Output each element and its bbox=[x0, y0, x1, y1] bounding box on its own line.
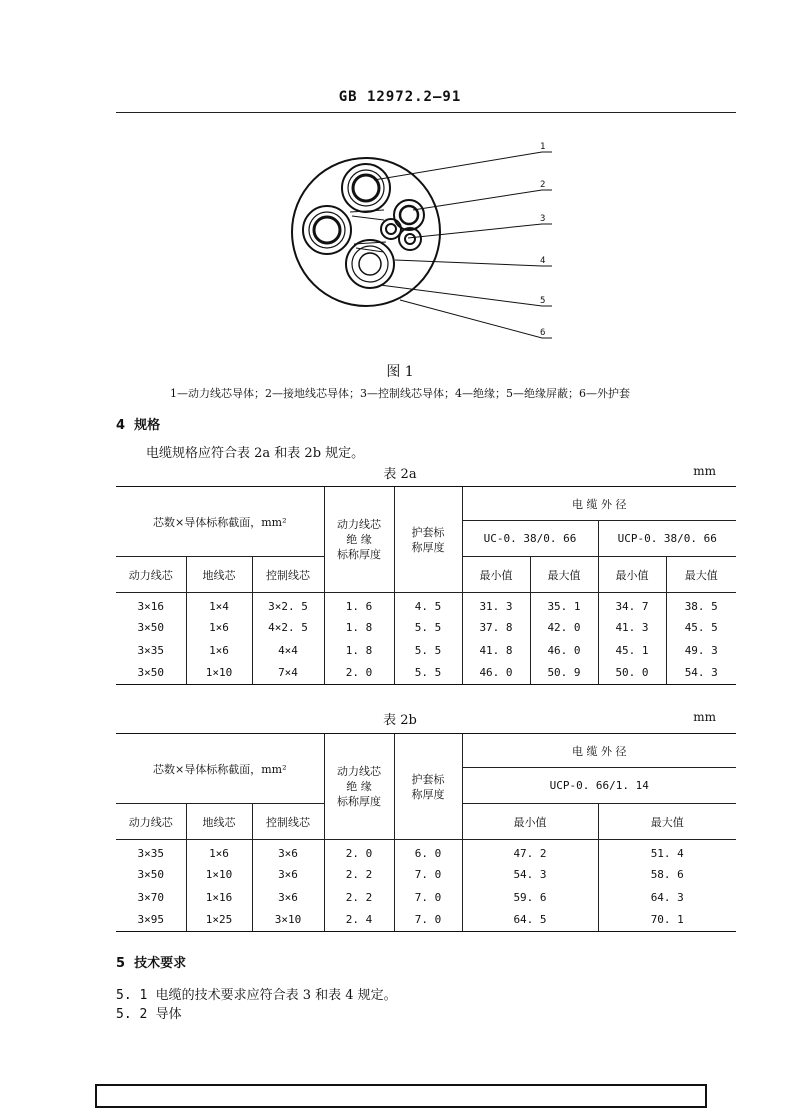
table-cell: 3×35 bbox=[137, 846, 164, 860]
table-row bbox=[116, 909, 736, 932]
table-2a bbox=[116, 486, 736, 685]
table-cell: 70. 1 bbox=[598, 909, 736, 932]
section-4-text: 电缆规格应符合表 2a 和表 2b 规定。 bbox=[146, 446, 365, 461]
table-cell: 34. 7 bbox=[598, 593, 666, 616]
table-cell: 31. 3 bbox=[462, 593, 530, 616]
table-cell: 58. 6 bbox=[598, 863, 736, 886]
table-cell: 5. 5 bbox=[394, 616, 462, 639]
table-cell: 3×16 bbox=[137, 599, 164, 613]
header-ucp: UCP-0. 66/1. 14 bbox=[462, 768, 736, 804]
table-cell: 46. 0 bbox=[530, 639, 598, 662]
header-group: 芯数×导体标称截面，mm² bbox=[116, 734, 324, 804]
table-cell: 38. 5 bbox=[666, 593, 736, 616]
sub-max: 最大值 bbox=[530, 557, 598, 593]
section-5-heading: 5 技术要求 bbox=[116, 956, 187, 971]
sub-min: 最小值 bbox=[462, 804, 598, 840]
table-cell: 1×25 bbox=[186, 909, 252, 932]
table-cell: 7. 0 bbox=[394, 886, 462, 909]
table-cell: 64. 3 bbox=[598, 886, 736, 909]
table-cell: 3×70 bbox=[137, 890, 164, 904]
table-cell: 50. 9 bbox=[530, 662, 598, 685]
callout-4: 4 bbox=[540, 256, 546, 266]
table-2a-unit: mm bbox=[693, 464, 716, 478]
table-row bbox=[116, 639, 736, 662]
table-cell: 1×16 bbox=[186, 886, 252, 909]
table-cell: 42. 0 bbox=[530, 616, 598, 639]
header-outer-diameter: 电 缆 外 径 bbox=[462, 487, 736, 521]
table-2b bbox=[116, 733, 736, 932]
sub-power: 动力线芯 bbox=[116, 557, 186, 593]
table-cell: 46. 0 bbox=[462, 662, 530, 685]
callout-6: 6 bbox=[540, 328, 546, 338]
header-insulation: 动力线芯 绝 缘 标称厚度 bbox=[324, 487, 394, 593]
table-cell: 3×6 bbox=[252, 840, 324, 863]
table-cell: 64. 5 bbox=[462, 909, 598, 932]
sub-earth: 地线芯 bbox=[186, 804, 252, 840]
footer-frame bbox=[95, 1084, 707, 1108]
sub-max: 最大值 bbox=[666, 557, 736, 593]
table-2a-body bbox=[116, 593, 736, 685]
table-cell: 7. 0 bbox=[394, 909, 462, 932]
table-cell: 7. 0 bbox=[394, 863, 462, 886]
clause-5-2: 5. 2 导体 bbox=[116, 1007, 182, 1022]
power-core-left bbox=[303, 206, 351, 254]
control-core-1 bbox=[381, 219, 401, 239]
header-sheath: 护套标 称厚度 bbox=[394, 734, 462, 840]
table-cell: 47. 2 bbox=[462, 840, 598, 863]
table-cell: 1. 8 bbox=[324, 616, 394, 639]
table-cell: 37. 8 bbox=[462, 616, 530, 639]
table-cell: 3×50 bbox=[116, 662, 186, 685]
table-cell: 3×50 bbox=[137, 867, 164, 881]
earth-core bbox=[394, 200, 424, 230]
table-cell: 59. 6 bbox=[462, 886, 598, 909]
section-4-heading: 4 规格 bbox=[116, 418, 161, 433]
table-cell: 2. 0 bbox=[324, 662, 394, 685]
header-sheath: 护套标 称厚度 bbox=[394, 487, 462, 593]
table-cell: 3×35 bbox=[137, 643, 164, 657]
table-cell: 2. 4 bbox=[324, 909, 394, 932]
table-cell: 1. 8 bbox=[324, 639, 394, 662]
table-cell: 49. 3 bbox=[666, 639, 736, 662]
table-2b-unit: mm bbox=[693, 710, 716, 724]
power-core-bottom bbox=[346, 240, 394, 288]
table-cell: 4×4 bbox=[252, 639, 324, 662]
table-cell: 1×10 bbox=[186, 863, 252, 886]
table-cell: 41. 8 bbox=[462, 639, 530, 662]
sub-earth: 地线芯 bbox=[186, 557, 252, 593]
table-cell: 1. 6 bbox=[324, 593, 394, 616]
table-cell: 45. 5 bbox=[666, 616, 736, 639]
table-row bbox=[116, 863, 736, 886]
table-cell: 1×10 bbox=[186, 662, 252, 685]
callout-5: 5 bbox=[540, 296, 546, 306]
table-cell: 3×50 bbox=[137, 620, 164, 634]
table-cell: 2. 2 bbox=[324, 886, 394, 909]
sub-max: 最大值 bbox=[598, 804, 736, 840]
table-cell: 3×10 bbox=[252, 909, 324, 932]
table-row bbox=[116, 662, 736, 685]
table-2b-body bbox=[116, 840, 736, 932]
sub-min: 最小值 bbox=[462, 557, 530, 593]
standard-number: GB 12972.2—91 bbox=[338, 89, 462, 105]
table-cell: 3×95 bbox=[116, 909, 186, 932]
table-cell: 7×4 bbox=[252, 662, 324, 685]
table-cell: 2. 2 bbox=[324, 863, 394, 886]
sub-control: 控制线芯 bbox=[252, 804, 324, 840]
table-cell: 2. 0 bbox=[324, 840, 394, 863]
figure-title: 图 1 bbox=[386, 364, 414, 380]
power-core-top bbox=[342, 164, 390, 212]
table-cell: 41. 3 bbox=[598, 616, 666, 639]
table-cell: 51. 4 bbox=[598, 840, 736, 863]
table-cell: 1×6 bbox=[186, 840, 252, 863]
table-cell: 6. 0 bbox=[394, 840, 462, 863]
callout-2: 2 bbox=[540, 180, 546, 190]
table-cell: 54. 3 bbox=[666, 662, 736, 685]
header-rule bbox=[116, 112, 736, 113]
header-insulation: 动力线芯 绝 缘 标称厚度 bbox=[324, 734, 394, 840]
table-row bbox=[116, 840, 736, 863]
table-cell: 45. 1 bbox=[598, 639, 666, 662]
table-row bbox=[116, 886, 736, 909]
table-cell: 54. 3 bbox=[462, 863, 598, 886]
cable-cross-section-figure bbox=[280, 140, 580, 350]
table-row bbox=[116, 616, 736, 639]
sub-power: 动力线芯 bbox=[116, 804, 186, 840]
table-2a-caption: 表 2a bbox=[383, 467, 417, 482]
callout-1: 1 bbox=[540, 142, 546, 152]
header-ucp: UCP-0. 38/0. 66 bbox=[598, 521, 736, 557]
table-cell: 3×6 bbox=[252, 886, 324, 909]
control-core-2 bbox=[399, 228, 421, 250]
table-cell: 3×2. 5 bbox=[252, 593, 324, 616]
sub-min: 最小值 bbox=[598, 557, 666, 593]
table-cell: 50. 0 bbox=[598, 662, 666, 685]
header-outer-diameter: 电 缆 外 径 bbox=[462, 734, 736, 768]
table-cell: 4×2. 5 bbox=[252, 616, 324, 639]
sub-control: 控制线芯 bbox=[252, 557, 324, 593]
callout-3: 3 bbox=[540, 214, 546, 224]
figure-legend: 1—动力线芯导体；2—接地线芯导体；3—控制线芯导体；4—绝缘；5—绝缘屏蔽；6—外护套 bbox=[170, 387, 630, 400]
table-2b-caption: 表 2b bbox=[383, 713, 417, 728]
table-row bbox=[116, 593, 736, 616]
header-uc: UC-0. 38/0. 66 bbox=[462, 521, 598, 557]
header-group: 芯数×导体标称截面，mm² bbox=[116, 487, 324, 557]
table-cell: 5. 5 bbox=[394, 639, 462, 662]
table-cell: 1×4 bbox=[186, 593, 252, 616]
table-cell: 1×6 bbox=[186, 639, 252, 662]
table-cell: 3×6 bbox=[252, 863, 324, 886]
table-cell: 35. 1 bbox=[530, 593, 598, 616]
table-cell: 1×6 bbox=[186, 616, 252, 639]
table-cell: 5. 5 bbox=[394, 662, 462, 685]
clause-5-1: 5. 1 电缆的技术要求应符合表 3 和表 4 规定。 bbox=[116, 988, 397, 1003]
table-cell: 4. 5 bbox=[394, 593, 462, 616]
